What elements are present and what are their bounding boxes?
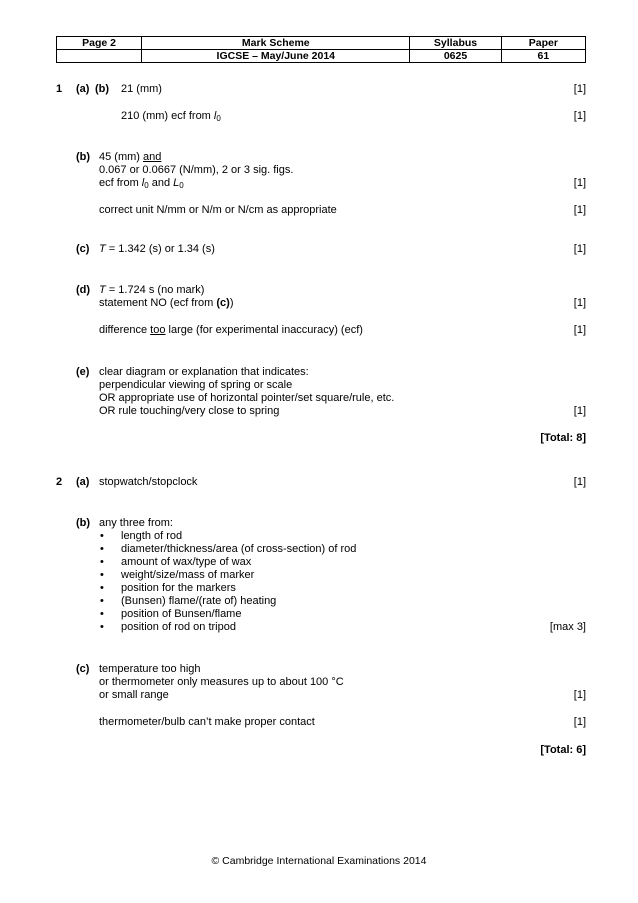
q2b-item-8: position of rod on tripod xyxy=(121,621,236,633)
page-footer: © Cambridge International Examinations 2014 xyxy=(211,855,427,867)
bullet-icon: • xyxy=(100,608,104,620)
q1d-line-1-text: = 1.724 s (no mark) xyxy=(105,284,205,296)
q2-total: [Total: 6] xyxy=(540,744,586,756)
q1-part-a-sub-label: (b) xyxy=(95,83,110,95)
q2c-mark-1: [1] xyxy=(573,689,586,701)
q2b-item-2: diameter/thickness/area (of cross-section) of rod xyxy=(121,543,357,555)
q1a-answer-2 xyxy=(121,110,221,123)
q1b-line-4: correct unit N/mm or N/m or N/cm as appropriate xyxy=(99,204,337,216)
q2b-item-7: position of Bunsen/flame xyxy=(121,608,242,620)
header-paper: Paper xyxy=(501,37,585,50)
q1d-line-1 xyxy=(99,284,204,297)
bullet-icon: • xyxy=(100,530,104,542)
q1b-line-1 xyxy=(99,151,161,164)
q1b-line-3-mid: and xyxy=(148,177,174,189)
q1b-line-1-text: 45 (mm) xyxy=(99,151,143,163)
q2b-mark: [max 3] xyxy=(549,621,586,633)
bullet-icon: • xyxy=(100,582,104,594)
header-syllabus-code: 0625 xyxy=(410,50,501,63)
bullet-icon: • xyxy=(100,556,104,568)
q1-total: [Total: 8] xyxy=(540,432,586,444)
q1c-mark: [1] xyxy=(573,243,586,255)
q1c-var: T xyxy=(99,243,106,255)
q1e-line-1: clear diagram or explanation that indicates: xyxy=(99,366,309,378)
q1e-line-4: OR rule touching/very close to spring xyxy=(99,405,280,417)
q1a-answer-2-text: 210 (mm) ecf from xyxy=(121,110,214,122)
q1a-mark-1: [1] xyxy=(573,83,586,95)
header-table xyxy=(56,36,586,63)
q1d-line-3-text: difference xyxy=(99,324,151,336)
q2b-intro: any three from: xyxy=(99,517,173,529)
q1d-line-3 xyxy=(99,324,363,337)
q1-part-e-label: (e) xyxy=(76,366,90,378)
q2c-line-4: thermometer/bulb can’t make proper contact xyxy=(99,716,315,728)
q1d-line-2 xyxy=(99,297,234,310)
header-blank xyxy=(57,50,142,63)
header-exam: IGCSE – May/June 2014 xyxy=(142,50,410,63)
q1d-var: T xyxy=(99,284,106,296)
q2-part-a-label: (a) xyxy=(76,476,90,488)
q1d-line-3-post: large (for experimental inaccuracy) (ecf) xyxy=(165,324,363,336)
q1e-mark: [1] xyxy=(573,405,586,417)
header-paper-number: 61 xyxy=(501,50,585,63)
q2b-item-4: weight/size/mass of marker xyxy=(121,569,255,581)
header-row-2 xyxy=(57,50,586,63)
q1a-answer-2-sub: 0 xyxy=(216,114,221,123)
q1c-answer xyxy=(99,243,215,256)
q2b-item-5: position for the markers xyxy=(121,582,236,594)
q1b-line-1-and: and xyxy=(143,151,162,163)
q2b-item-1: length of rod xyxy=(121,530,183,542)
q2b-item-3: amount of wax/type of wax xyxy=(121,556,252,568)
q1a-answer-1: 21 (mm) xyxy=(121,83,162,95)
bullet-icon: • xyxy=(100,595,104,607)
q2-part-c-label: (c) xyxy=(76,663,90,675)
q2a-answer: stopwatch/stopclock xyxy=(99,476,198,488)
header-syllabus: Syllabus xyxy=(410,37,501,50)
q1d-line-2-text: statement NO (ecf from xyxy=(99,297,217,309)
q1d-line-3-too: too xyxy=(150,324,166,336)
q1d-mark-2: [1] xyxy=(573,324,586,336)
q1b-line-2: 0.067 or 0.0667 (N/mm), 2 or 3 sig. figs. xyxy=(99,164,294,176)
q1c-text: = 1.342 (s) or 1.34 (s) xyxy=(105,243,215,255)
question-number-2: 2 xyxy=(56,476,63,488)
q1b-line-3-var1: l xyxy=(141,177,145,189)
q1e-line-3: OR appropriate use of horizontal pointer/set square/rule, etc. xyxy=(99,392,395,404)
q1d-mark-1: [1] xyxy=(573,297,586,309)
q1b-line-3-sub2: 0 xyxy=(179,181,184,190)
q1b-line-3-sub1: 0 xyxy=(144,181,149,190)
q1d-line-2-post: ) xyxy=(229,297,234,309)
q2b-item-6: (Bunsen) flame/(rate of) heating xyxy=(121,595,277,607)
q1b-mark-2: [1] xyxy=(573,204,586,216)
header-mark-scheme: Mark Scheme xyxy=(142,37,410,50)
q1-part-c-label: (c) xyxy=(76,243,90,255)
q2c-line-1: temperature too high xyxy=(99,663,201,675)
q2-part-b-label: (b) xyxy=(76,517,91,529)
bullet-icon: • xyxy=(100,543,104,555)
q1b-line-3 xyxy=(99,177,184,190)
q1b-line-3-text: ecf from xyxy=(99,177,142,189)
q1a-mark-2: [1] xyxy=(573,110,586,122)
bullet-icon: • xyxy=(100,621,104,633)
q1-part-b-label: (b) xyxy=(76,151,91,163)
q2c-line-2: or thermometer only measures up to about 100 °C xyxy=(99,676,344,688)
q1-part-a-label: (a) xyxy=(76,83,90,95)
q2c-line-3: or small range xyxy=(99,689,169,701)
q1e-line-2: perpendicular viewing of spring or scale xyxy=(99,379,293,391)
bullet-icon: • xyxy=(100,569,104,581)
q1-part-d-label: (d) xyxy=(76,284,91,296)
q1b-line-3-var2: L xyxy=(173,177,180,189)
q1a-answer-2-var: l xyxy=(213,110,217,122)
q2c-mark-2: [1] xyxy=(573,716,586,728)
q1b-mark-1: [1] xyxy=(573,177,586,189)
header-page: Page 2 xyxy=(57,37,142,50)
q1d-line-2-ref: (c) xyxy=(216,297,230,309)
question-number-1: 1 xyxy=(56,83,63,95)
q2a-mark: [1] xyxy=(573,476,586,488)
header-row-1 xyxy=(57,37,586,50)
